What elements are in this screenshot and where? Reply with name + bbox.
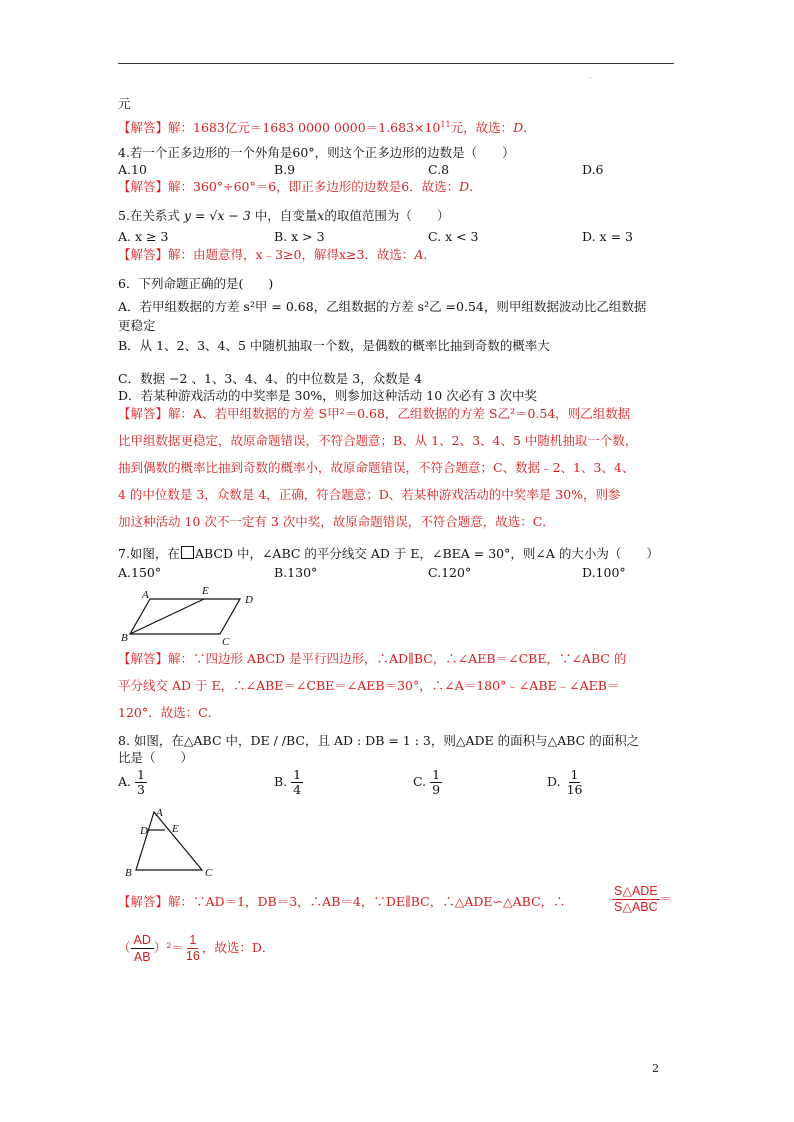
answer-text: 解：1683亿元＝1683 0000 0000＝1.683×10: [168, 120, 441, 136]
answer-label: 【解答】: [118, 179, 169, 194]
q8-answer-line2: [118, 932, 274, 965]
vertex-label-a: A: [156, 807, 163, 819]
header-rule: [118, 63, 674, 64]
vertex-label-a: A: [142, 589, 149, 601]
fraction-numerator: AD: [131, 932, 154, 949]
answer-choice: D: [459, 179, 470, 194]
q5-stem: [118, 208, 449, 224]
q4-option-a: A.10: [118, 162, 147, 177]
fraction-denominator: 16: [566, 782, 583, 797]
answer-label: 【解答】: [118, 120, 169, 136]
fraction-denominator: 4: [293, 782, 302, 797]
option-label: B.: [274, 774, 288, 789]
q6-option-a-line2: 更稳定: [118, 318, 156, 333]
side-ratio-fraction: [131, 932, 154, 965]
answer-label: 【解答】: [118, 247, 169, 262]
equals-sign: ＝: [659, 891, 673, 906]
q6-option-a-line1: A．若甲组数据的方差 s²甲 = 0.68，乙组数据的方差 s²乙 =0.54，则甲组数据波动比乙组数据: [118, 299, 647, 314]
parallelogram-symbol-icon: [181, 546, 194, 559]
page-number: 2: [652, 1062, 659, 1075]
answer-end: ．: [469, 179, 482, 194]
header-mark: .: [589, 71, 592, 80]
fraction-numerator: 1: [189, 933, 197, 947]
q6-answer-line2: 比甲组数据更稳定，故原命题错误，不符合题意；B、从 1、2、3、4、5 中随机抽取一个数，: [118, 433, 638, 448]
option-label: D.: [547, 774, 561, 789]
parallelogram-figure: [118, 584, 268, 648]
q6-answer-line4: 4 的中位数是 3，众数是 4，正确，符合题意；D、若某种游戏活动的中奖率是 30%，则参: [118, 487, 621, 502]
fraction-numerator: 1: [137, 767, 145, 782]
triangle-figure: [120, 806, 220, 882]
fraction-denominator: 16: [185, 949, 200, 963]
answer-text: 解：由题意得，x﹣3≥0，解得x≥3．故选：: [168, 247, 415, 262]
option-label: C.: [413, 774, 427, 789]
fraction-denominator: S△ABC: [614, 900, 658, 914]
stem-mid: 中，自变量: [254, 208, 318, 223]
vertex-label-c: C: [222, 636, 230, 648]
parallelogram-shape: [130, 599, 240, 634]
q8-answer-fraction1: [612, 884, 672, 915]
option-fraction: [430, 768, 442, 797]
q7-option-a: A.150°: [118, 565, 162, 580]
fraction-denominator: 9: [432, 782, 441, 797]
q7-answer-line2: 平分线交 AD 于 E，∴∠ABE＝∠CBE＝∠AEB＝30°，∴∠A＝180°﹣∠ABE﹣∠AEB＝: [118, 678, 620, 693]
option-label: A.: [118, 774, 132, 789]
fraction-numerator: 1: [570, 767, 579, 782]
answer-text: 解：360°÷60°＝6，即正多边形的边数是6．故选：: [168, 179, 460, 194]
q6-stem: 6．下列命题正确的是( ): [118, 276, 274, 291]
answer-sup: 11: [440, 120, 451, 129]
answer-end: ．: [523, 120, 536, 136]
fraction-denominator: 3: [137, 782, 145, 797]
q7-option-d: D.100°: [582, 565, 626, 580]
q7-option-c: C.120°: [428, 565, 472, 580]
q8-option-a: [118, 768, 147, 797]
answer-tail: 元，故选：: [450, 120, 514, 136]
vertex-label-b: B: [125, 867, 132, 879]
continuation-answer: [118, 117, 536, 136]
answer-choice: A: [414, 247, 424, 262]
answer-text: 解：∵AD＝1，DB＝3，∴AB＝4，∵DE∥BC，∴△ADE∽△ABC，∴: [168, 894, 566, 909]
q5-option-a: A. x ≥ 3: [118, 229, 169, 244]
area-ratio-fraction: [612, 884, 660, 915]
vertex-label-b: B: [121, 632, 128, 644]
vertex-label-d: D: [245, 594, 253, 606]
fraction-numerator: S△ADE: [614, 884, 658, 898]
paren-open: （: [118, 940, 131, 955]
q6-answer-line1: [118, 406, 630, 422]
vertex-label-d: D: [140, 825, 148, 837]
fraction-denominator: AB: [133, 950, 151, 964]
q4-option-d: D.6: [582, 162, 604, 177]
answer-line: 解：∵四边形 ABCD 是平行四边形，∴AD∥BC，∴∠AEB＝∠CBE，∵∠ABC 的: [168, 651, 627, 666]
q6-option-c: C．数据 −2 、1、3、4、4、的中位数是 3，众数是 4: [118, 371, 423, 386]
answer-label: 【解答】: [118, 406, 169, 421]
answer-choice: D: [513, 120, 524, 136]
answer-line: 解：A、若甲组数据的方差 S甲²＝0.68，乙组数据的方差 S乙²＝0.54，则乙组数据: [168, 406, 631, 421]
q4-option-c: C.8: [428, 162, 450, 177]
fraction-numerator: 1: [432, 767, 441, 782]
q6-answer-line5: 加这种活动 10 次不一定有 3 次中奖，故原命题错误，不符合题意，故选：C．: [118, 514, 555, 529]
triangle-shape: [136, 812, 202, 870]
q6-option-d: D．若某种游戏活动的中奖率是 30%，则参加这种活动 10 次必有 3 次中奖: [118, 388, 538, 403]
answer-label: 【解答】: [118, 651, 169, 666]
option-fraction: [291, 768, 303, 797]
option-fraction: [135, 768, 147, 797]
stem-post: ABCD 中，∠ABC 的平分线交 AD 于 E，∠BEA = 30°，则∠A 的大小为（ ）: [194, 546, 659, 561]
q5-option-b: B. x > 3: [274, 229, 325, 244]
answer-label: 【解答】: [118, 894, 169, 909]
q7-option-b: B.130°: [274, 565, 318, 580]
answer-end: ．: [423, 247, 436, 262]
q5-option-d: D. x = 3: [582, 229, 633, 244]
q7-answer-line3: 120°．故选：C．: [118, 705, 221, 720]
vertex-label-e: E: [172, 823, 179, 835]
stem-var: x: [317, 208, 325, 223]
q4-answer: [118, 179, 482, 195]
result-fraction: [184, 933, 202, 964]
paren-close: ）²＝: [153, 940, 184, 955]
q4-option-b: B.9: [274, 162, 296, 177]
q7-answer-line1: [118, 651, 626, 667]
q6-option-b: B．从 1、2、3、4、5 中随机抽取一个数，是偶数的概率比抽到奇数的概率大: [118, 338, 550, 353]
q5-option-c: C. x < 3: [428, 229, 479, 244]
stem-post: 的取值范围为（ ）: [324, 208, 450, 223]
q7-stem: [118, 546, 659, 562]
q8-option-d: [547, 768, 584, 797]
q8-stem-line2: 比是（ ）: [118, 750, 194, 765]
stem-pre: 5.在关系式: [118, 208, 180, 223]
vertex-label-e: E: [202, 585, 209, 597]
q4-stem: 4.若一个正多边形的一个外角是60°，则这个正多边形的边数是（ ）: [118, 145, 515, 160]
q8-option-b: [274, 768, 303, 797]
bisector-line: [130, 599, 204, 634]
fraction-numerator: 1: [293, 767, 302, 782]
continuation-text: 元: [118, 96, 131, 111]
vertex-label-c: C: [205, 867, 213, 879]
stem-pre: 7.如图，在: [118, 546, 180, 561]
option-fraction: [565, 768, 585, 797]
answer-tail: ，故选：D．: [201, 940, 275, 955]
q8-stem-line1: 8. 如图，在△ABC 中，DE / /BC，且 AD : DB = 1 : 3，则△ADE 的面积与△ABC 的面积之: [118, 733, 640, 748]
stem-formula: y = √x − 3: [183, 208, 251, 223]
q6-answer-line3: 抽到偶数的概率比抽到奇数的概率小，故原命题错误，不符合题意；C、数据﹣2、1、3、4、: [118, 460, 635, 475]
q8-answer-line1: [118, 894, 566, 910]
q8-option-c: [413, 768, 442, 797]
q5-answer: [118, 247, 436, 263]
